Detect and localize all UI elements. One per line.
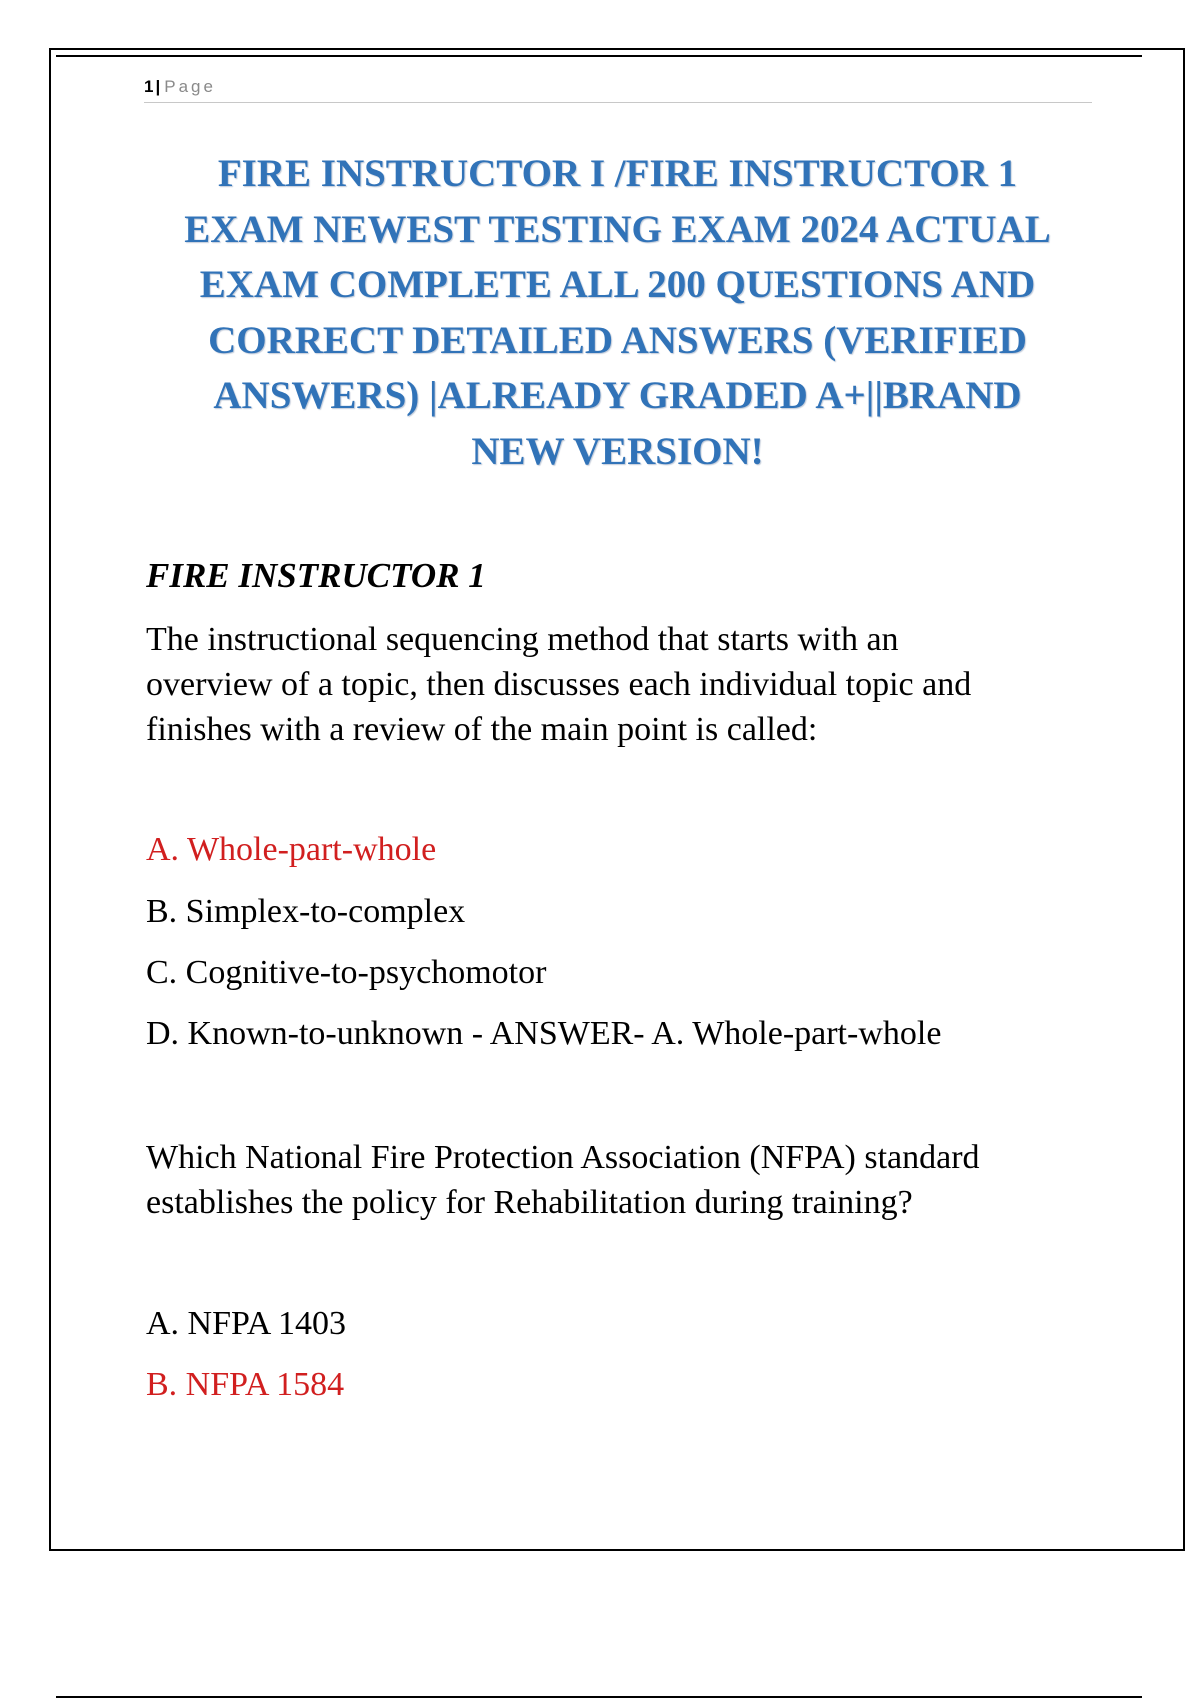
question-line: The instructional sequencing method that starts with an: [146, 621, 899, 658]
page-number: 1: [144, 77, 154, 96]
bottom-rule: [56, 1696, 1142, 1698]
title-line: EXAM COMPLETE ALL 200 QUESTIONS AND: [199, 263, 1036, 306]
title-line: EXAM NEWEST TESTING EXAM 2024 ACTUAL: [184, 207, 1051, 251]
question-1-text: [146, 617, 1086, 752]
page-separator: |: [155, 77, 161, 96]
question-2-option-b: B. NFPA 1584: [146, 1366, 345, 1403]
page-header: [144, 72, 1092, 103]
title-line: ANSWERS) |ALREADY GRADED A+||BRAND: [213, 374, 1022, 417]
document-title: [150, 146, 1085, 479]
title-line: FIRE INSTRUCTOR I /FIRE INSTRUCTOR 1: [217, 152, 1018, 195]
question-1-option-d: D. Known-to-unknown - ANSWER- A. Whole-part-whole: [146, 1015, 942, 1052]
question-1-option-c: C. Cognitive-to-psychomotor: [146, 954, 547, 991]
section-heading: FIRE INSTRUCTOR 1: [146, 556, 486, 595]
question-line: establishes the policy for Rehabilitation during training?: [146, 1184, 913, 1221]
question-2-option-a: A. NFPA 1403: [146, 1305, 346, 1342]
question-line: finishes with a review of the main point is called:: [146, 711, 818, 748]
question-2-text: [146, 1135, 1106, 1225]
top-rule: [56, 55, 1142, 57]
title-line: CORRECT DETAILED ANSWERS (VERIFIED: [208, 318, 1027, 362]
question-line: Which National Fire Protection Association (NFPA) standard: [146, 1139, 980, 1176]
title-line: NEW VERSION!: [471, 429, 764, 473]
question-1-option-b: B. Simplex-to-complex: [146, 893, 466, 930]
question-line: overview of a topic, then discusses each individual topic and: [146, 666, 972, 703]
page-label: Page: [164, 77, 216, 96]
question-1-option-a: A. Whole-part-whole: [146, 831, 437, 868]
